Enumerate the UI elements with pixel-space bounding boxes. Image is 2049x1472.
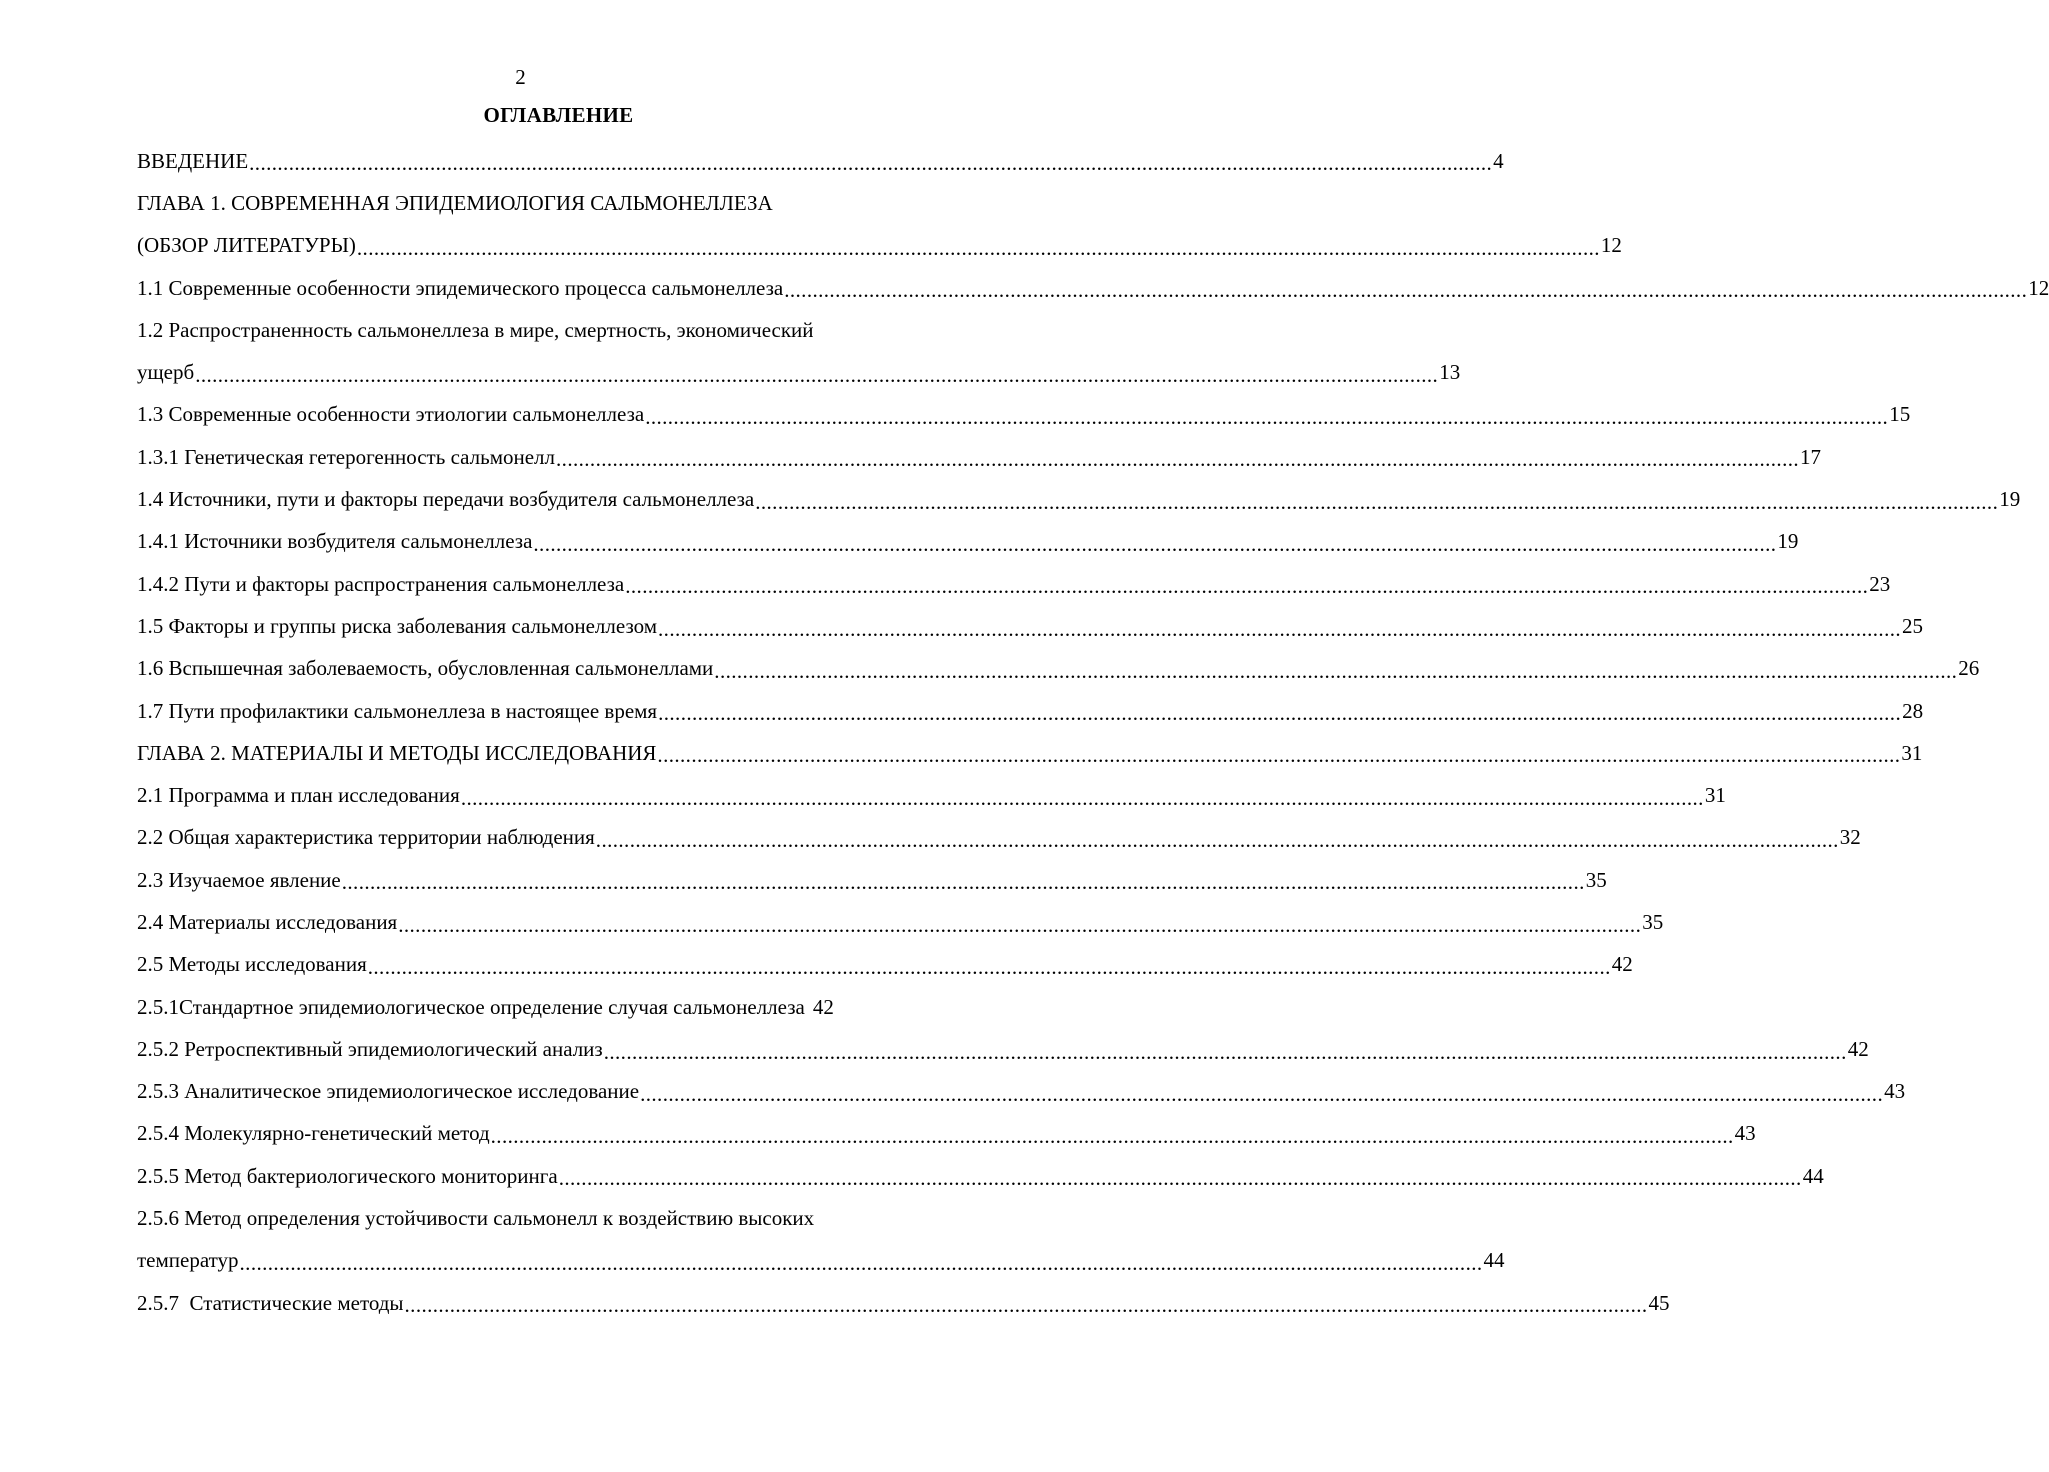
toc-leader-dots: ............................................................................................................................................................................................................................ bbox=[556, 447, 1800, 472]
toc-entry-page: 45 bbox=[1648, 1290, 1670, 1315]
toc-entry-page: 44 bbox=[1802, 1163, 1824, 1188]
toc-leader-dots: ............................................................................................................................................................................................................................ bbox=[249, 151, 1493, 176]
toc-entry-page: 19 bbox=[1777, 529, 1799, 554]
toc-entry-page: 17 bbox=[1800, 444, 1822, 469]
toc-entry-chapter-1-line-2[interactable] bbox=[137, 225, 1622, 267]
toc-entry-text: 2.5.5 Метод бактериологического мониторинга bbox=[137, 1163, 558, 1188]
toc-entry-page: 31 bbox=[1901, 740, 1923, 765]
toc-leader-dots: ............................................................................................................................................................................................................................ bbox=[625, 574, 1869, 599]
toc-title: ОГЛАВЛЕНИЕ bbox=[483, 103, 634, 127]
toc-leader-dots: ............................................................................................................................................................................................................................ bbox=[558, 1166, 1802, 1191]
toc-entry-page: 43 bbox=[1734, 1121, 1756, 1146]
toc-entry-2-5-7[interactable] bbox=[137, 1282, 1670, 1324]
toc-entry-2-5-2[interactable] bbox=[137, 1028, 1869, 1070]
toc-leader-dots: ............................................................................................................................................................................................................................ bbox=[755, 489, 1999, 514]
toc-entry-chapter-2[interactable] bbox=[137, 732, 1923, 774]
toc-leader-dots: ............................................................................................................................................................................................................................ bbox=[533, 531, 1777, 556]
toc-entry-2-3[interactable] bbox=[137, 859, 1607, 901]
toc-leader-dots: ............................................................................................................................................................................................................................ bbox=[398, 912, 1642, 937]
toc-entry-page: 31 bbox=[1704, 783, 1726, 808]
toc-entry-2-5-4[interactable] bbox=[137, 1113, 1756, 1155]
toc-entry-page: 32 bbox=[1839, 825, 1861, 850]
toc-entry-text: 1.7 Пути профилактики сальмонеллеза в настоящее время bbox=[137, 698, 658, 723]
toc-leader-dots: ............................................................................................................................................................................................................................ bbox=[658, 616, 1902, 641]
toc-entry-1-4-1[interactable] bbox=[137, 521, 1799, 563]
toc-entry-text: ВВЕДЕНИЕ bbox=[137, 148, 249, 173]
toc-entry-text: (ОБЗОР ЛИТЕРАТУРЫ) bbox=[137, 233, 356, 258]
toc-entry-text: 2.5.1Стандартное эпидемиологическое определение случая сальмонеллеза bbox=[137, 994, 805, 1019]
toc-entry-2-2[interactable] bbox=[137, 817, 1861, 859]
toc-entry-2-5-6-line-2[interactable] bbox=[137, 1240, 1505, 1282]
toc-entry-2-5[interactable] bbox=[137, 944, 1633, 986]
toc-entry-introduction[interactable] bbox=[137, 140, 1504, 182]
toc-entry-page: 42 bbox=[1611, 952, 1633, 977]
toc-entry-text: температур bbox=[137, 1248, 239, 1273]
toc-entry-text: 2.5.7 Статистические методы bbox=[137, 1290, 404, 1315]
toc-entry-page: 42 bbox=[812, 994, 834, 1019]
toc-entry-page: 19 bbox=[1999, 487, 2021, 512]
toc-entry-text: 2.3 Изучаемое явление bbox=[137, 867, 341, 892]
toc-entry-page: 43 bbox=[1884, 1079, 1906, 1104]
toc-leader-dots: ............................................................................................................................................................................................................................ bbox=[595, 828, 1839, 853]
toc-leader-dots: ............................................................................................................................................................................................................................ bbox=[239, 1251, 1483, 1276]
toc-entry-text: 2.5 Методы исследования bbox=[137, 952, 367, 977]
toc-entry-page: 12 bbox=[1600, 233, 1622, 258]
toc-entry-text: 1.4.1 Источники возбудителя сальмонеллеза bbox=[137, 529, 533, 554]
toc-entry-chapter-1-line-1[interactable] bbox=[137, 182, 952, 224]
table-of-contents bbox=[137, 140, 2049, 1324]
toc-leader-dots: ............................................................................................................................................................................................................................ bbox=[657, 743, 1901, 768]
toc-entry-1-6[interactable] bbox=[137, 648, 1980, 690]
toc-entry-1-4-2[interactable] bbox=[137, 563, 1891, 605]
toc-entry-page: 42 bbox=[1847, 1036, 1869, 1061]
toc-leader-dots: ............................................................................................................................................................................................................................ bbox=[195, 362, 1439, 387]
toc-entry-2-5-5[interactable] bbox=[137, 1155, 1824, 1197]
toc-entry-text: ущерб bbox=[137, 360, 195, 385]
toc-entry-1-2-line-1[interactable] bbox=[137, 309, 952, 351]
toc-entry-1-4[interactable] bbox=[137, 478, 2021, 520]
toc-entry-2-4[interactable] bbox=[137, 901, 1664, 943]
toc-entry-text: 1.4 Источники, пути и факторы передачи возбудителя сальмонеллеза bbox=[137, 487, 755, 512]
toc-entry-1-1[interactable] bbox=[137, 267, 2049, 309]
toc-entry-text: 2.5.6 Метод определения устойчивости сальмонелл к воздействию высоких bbox=[137, 1206, 815, 1231]
toc-entry-page: 23 bbox=[1869, 571, 1891, 596]
toc-entry-2-5-6-line-1[interactable] bbox=[137, 1197, 952, 1239]
toc-entry-text: 1.1 Современные особенности эпидемического процесса сальмонеллеза bbox=[137, 275, 784, 300]
toc-leader-dots: ............................................................................................................................................................................................................................ bbox=[490, 1124, 1734, 1149]
toc-entry-text: ГЛАВА 1. СОВРЕМЕННАЯ ЭПИДЕМИОЛОГИЯ САЛЬМОНЕЛЛЕЗА bbox=[137, 190, 773, 215]
toc-entry-text: 2.5.4 Молекулярно-генетический метод bbox=[137, 1121, 490, 1146]
toc-entry-text: 1.2 Распространенность сальмонеллеза в мире, смертность, экономический bbox=[137, 317, 814, 342]
toc-entry-2-5-3[interactable] bbox=[137, 1071, 1906, 1113]
toc-leader-dots: ............................................................................................................................................................................................................................ bbox=[640, 1081, 1884, 1106]
toc-entry-page: 4 bbox=[1493, 148, 1504, 173]
toc-entry-text: 1.5 Факторы и группы риска заболевания сальмонеллезом bbox=[137, 613, 658, 638]
toc-entry-1-3[interactable] bbox=[137, 394, 1911, 436]
toc-entry-text: 1.4.2 Пути и факторы распространения сальмонеллеза bbox=[137, 571, 625, 596]
toc-entry-page: 35 bbox=[1585, 867, 1607, 892]
toc-entry-1-5[interactable] bbox=[137, 605, 1924, 647]
toc-entry-page: 35 bbox=[1642, 909, 1664, 934]
toc-entry-2-5-1[interactable] bbox=[137, 986, 952, 1028]
toc-leader-dots: ............................................................................................................................................................................................................................ bbox=[784, 278, 2028, 303]
toc-leader-dots: ............................................................................................................................................................................................................................ bbox=[341, 870, 1585, 895]
toc-entry-text: 2.4 Материалы исследования bbox=[137, 909, 398, 934]
toc-entry-text: 1.3.1 Генетическая гетерогенность сальмонелл bbox=[137, 444, 556, 469]
toc-entry-text: ГЛАВА 2. МАТЕРИАЛЫ И МЕТОДЫ ИССЛЕДОВАНИЯ bbox=[137, 740, 657, 765]
toc-entry-text: 2.5.3 Аналитическое эпидемиологическое исследование bbox=[137, 1079, 640, 1104]
toc-leader-dots: ............................................................................................................................................................................................................................ bbox=[356, 235, 1600, 260]
toc-entry-text: 2.5.2 Ретроспективный эпидемиологический анализ bbox=[137, 1036, 603, 1061]
toc-entry-2-1[interactable] bbox=[137, 774, 1726, 816]
toc-leader-dots: ............................................................................................................................................................................................................................ bbox=[714, 658, 1958, 683]
toc-entry-page: 12 bbox=[2028, 275, 2049, 300]
toc-leader-dots: ............................................................................................................................................................................................................................ bbox=[460, 785, 1704, 810]
toc-leader-dots: ............................................................................................................................................................................................................................ bbox=[367, 954, 1611, 979]
toc-entry-page: 26 bbox=[1958, 656, 1980, 681]
toc-entry-text: 1.3 Современные особенности этиологии сальмонеллеза bbox=[137, 402, 645, 427]
toc-entry-text: 2.2 Общая характеристика территории наблюдения bbox=[137, 825, 595, 850]
toc-entry-page: 13 bbox=[1439, 360, 1461, 385]
toc-leader-dots: ............................................................................................................................................................................................................................ bbox=[404, 1293, 1648, 1318]
toc-entry-1-3-1[interactable] bbox=[137, 436, 1822, 478]
page-number: 2 bbox=[515, 65, 526, 89]
toc-entry-text: 2.1 Программа и план исследования bbox=[137, 783, 460, 808]
toc-entry-page: 15 bbox=[1889, 402, 1911, 427]
toc-leader-dots: ............................................................................................................................................................................................................................ bbox=[645, 405, 1889, 430]
toc-leader-dots: ............................................................................................................................................................................................................................ bbox=[658, 701, 1902, 726]
toc-entry-page: 44 bbox=[1483, 1248, 1505, 1273]
toc-entry-page: 28 bbox=[1902, 698, 1924, 723]
toc-entry-1-2-line-2[interactable] bbox=[137, 351, 1461, 393]
toc-entry-page: 25 bbox=[1902, 613, 1924, 638]
toc-entry-text: 1.6 Вспышечная заболеваемость, обусловленная сальмонеллами bbox=[137, 656, 714, 681]
toc-leader-dots: ............................................................................................................................................................................................................................ bbox=[603, 1039, 1847, 1064]
toc-entry-1-7[interactable] bbox=[137, 690, 1924, 732]
